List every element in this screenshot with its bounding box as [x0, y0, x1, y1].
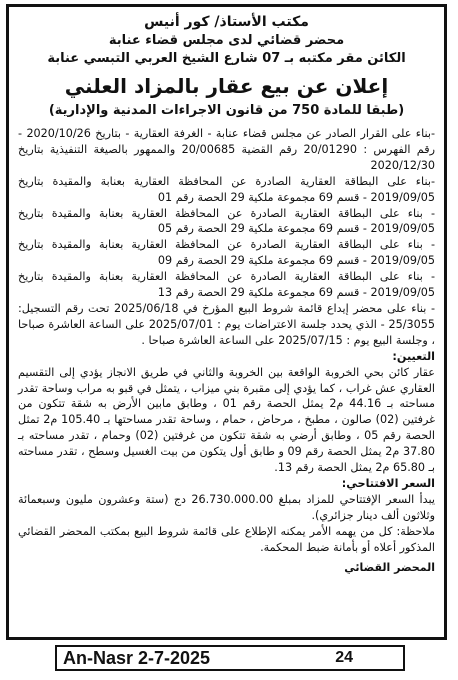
paragraph-land-card-05: - بناء على البطاقة العقارية الصادرة عن المحافظة العقارية بعنابة والمقيدة بتاريخ 2019/09/05 - قسم 69 مجموعة ملكية 29 الحصة رقم 05	[18, 206, 435, 236]
publication-date: An-Nasr 2-7-2025	[63, 647, 211, 668]
paragraph-court-decision: -بناء على القرار الصادر عن مجلس قضاء عنابة - الغرفة العقارية - بتاريخ 2020/10/26 - رقم الفهرس : 20/01290 رقم القضية 20/00685 والممهور بالصيغة التنفيذية بتاريخ 2020/12/30	[18, 127, 436, 172]
paragraph-land-card-01: -بناء على البطاقة العقارية الصادرة عن المحافظة العقارية بعنابة والمقيدة بتاريخ 2019/09/05 - قسم 69 مجموعة ملكية 29 الحصة رقم 01	[18, 174, 435, 204]
page-footer	[55, 645, 405, 671]
paragraph-land-card-13: - بناء على البطاقة العقارية الصادرة عن المحافظة العقارية بعنابة والمقيدة بتاريخ 2019/09/05 - قسم 69 مجموعة ملكية 29 الحصة رقم 13	[18, 270, 435, 300]
office-name: مكتب الأستاذ/ كور أنيس	[144, 14, 309, 30]
announcement-frame	[6, 4, 447, 640]
paragraph-sale-conditions: - بناء على محضر إيداع قائمة شروط البيع المؤرخ في 2025/06/18 تحت رقم التسجيل: 25/3055 - الذي يحدد جلسة الاعتراضات يوم : 2025/07/01 على الساعة العاشرة صباحا ، وجلسة البيع يوم : 2025/07/15 على الساعة العاشرة صباحا .	[18, 301, 436, 347]
note-text: ملاحظة: كل من يهمه الأمر يمكنه الإطلاع على قائمة شروط البيع بمكتب المحضر القضائي المذكور أعلاه أو بأمانة ضبط المحكمة.	[18, 524, 435, 554]
bailiff-title: محضر قضائي لدى مجلس قضاء عنابة	[108, 33, 345, 48]
page-number: 24	[335, 649, 353, 666]
announcement-body	[18, 126, 435, 555]
designation-label: التعيين:	[392, 349, 435, 363]
signature: المحضر القضائي	[344, 561, 435, 575]
announcement-title: إعلان عن بيع عقار بالمزاد العلني	[64, 74, 389, 98]
designation-text: عقار كائن بحي الخروبة الواقعة بين الخروبة والثاني في طريق الانجاز يؤدي إلى التقسيم العقاري عش غراب ، كما يؤدي إلى مقبرة بني ميزاب ، يتمثل في قبو به مراب وساحة تقدر مساحته بـ 44.16 م2 يمثل الحصة رقم 01 ، وطابق مابين الأرض به شقة تتكون من غرفتين (02) صالون ، مطبخ ، مرحاض ، حمام ، وساحة تقدر مساحتها بـ 105.40 م2 تمثل الحصة رقم 05 ، وطابق أرضي به شقة تتكون من غرفتين (02) وحمام ، تقدر مساحته بـ 37.80 م2 يمثل الحصة رقم 09 و طابق أول يتكون من بيت الغسيل وسطح ، تقدر مساحته بـ 65.80 م2 يمثل الحصة رقم 13.	[18, 365, 436, 475]
office-address: الكائن مقر مكتبه بـ 07 شارع الشيخ العربي التبسي عنابة	[47, 51, 406, 66]
price-text: يبدأ السعر الإفتتاحي للمزاد بمبلغ 26.730.000.00 دج (ستة وعشرون مليون وسبعمائة وثلاثون ألف دينار جزائري).	[18, 492, 435, 522]
price-label: السعر الافتتاحي:	[341, 476, 435, 490]
legal-reference: (طبقا للمادة 750 من قانون الاجراءات المدنية والإدارية)	[48, 103, 405, 118]
paragraph-land-card-09: - بناء على البطاقة العقارية الصادرة عن المحافظة العقارية بعنابة والمقيدة بتاريخ 2019/09/05 - قسم 69 مجموعة ملكية 29 الحصة رقم 09	[18, 238, 435, 268]
